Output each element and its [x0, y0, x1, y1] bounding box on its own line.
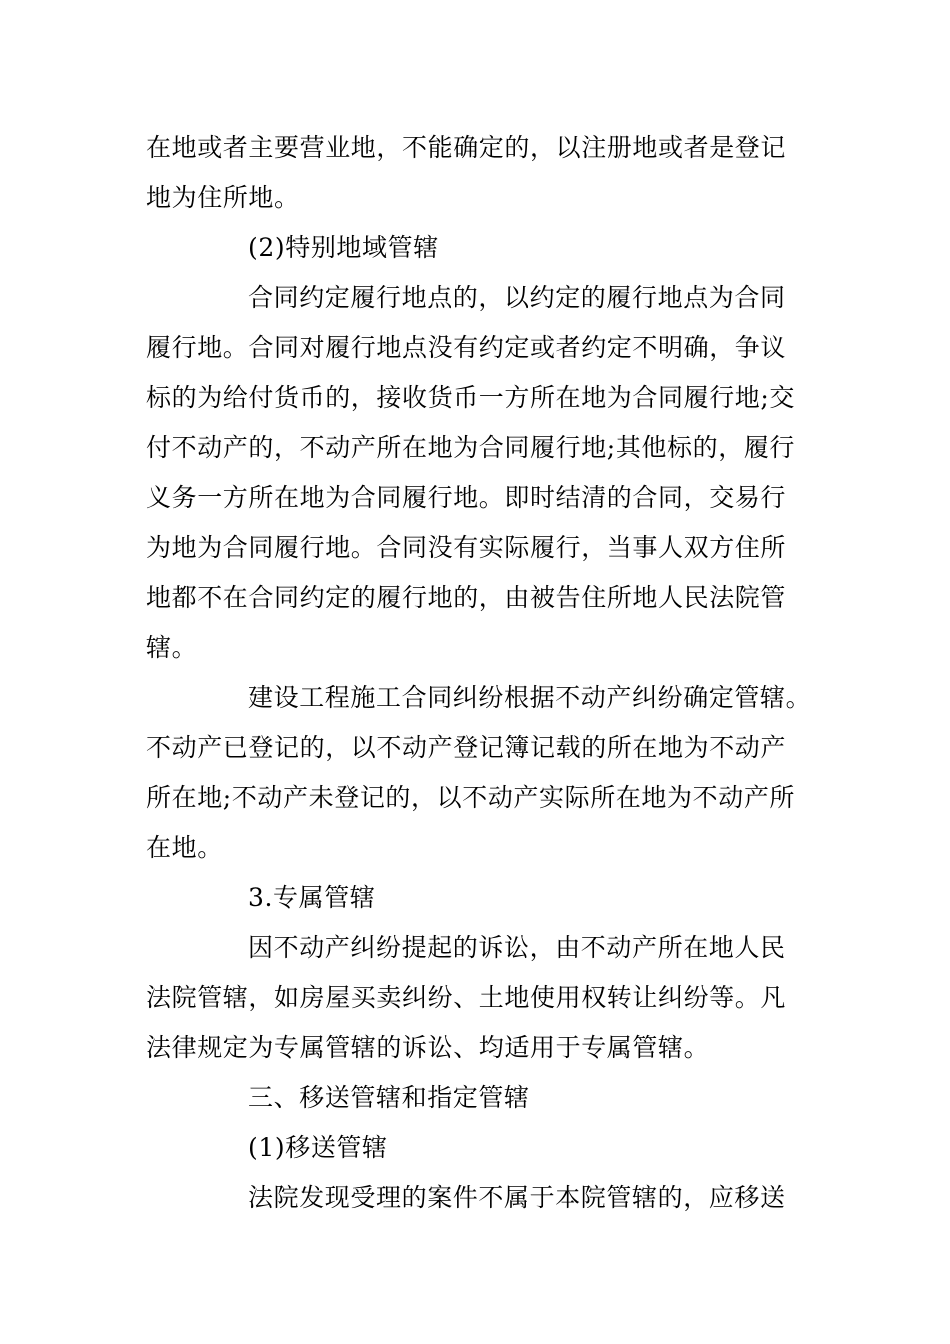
text-line: 所在地;不动产未登记的，以不动产实际所在地为不动产所 — [146, 783, 796, 812]
text-line: 因不动产纠纷提起的诉讼，由不动产所在地人民 — [248, 933, 786, 962]
text-line: 法院管辖，如房屋买卖纠纷、土地使用权转让纠纷等。凡 — [146, 983, 787, 1012]
text-line: 在地或者主要营业地，不能确定的，以注册地或者是登记 — [146, 133, 787, 162]
text-line: 地都不在合同约定的履行地的，由被告住所地人民法院管 — [146, 583, 787, 612]
text-line: 义务一方所在地为合同履行地。即时结清的合同，交易行 — [146, 483, 787, 512]
section-heading: 三、移送管辖和指定管辖 — [248, 1083, 530, 1112]
text-line: 不动产已登记的，以不动产登记簿记载的所在地为不动产 — [146, 733, 787, 762]
text-line: 法院发现受理的案件不属于本院管辖的，应移送 — [248, 1183, 786, 1212]
text-line: 地为住所地。 — [146, 183, 300, 212]
text-line: 付不动产的，不动产所在地为合同履行地;其他标的，履行 — [146, 433, 796, 462]
text-line: 法律规定为专属管辖的诉讼、均适用于专属管辖。 — [146, 1033, 710, 1062]
text-line: 在地。 — [146, 833, 223, 862]
text-line: 履行地。合同对履行地点没有约定或者约定不明确，争议 — [146, 333, 787, 362]
text-line: 建设工程施工合同纠纷根据不动产纠纷确定管辖。 — [248, 683, 812, 712]
section-heading: 3.专属管辖 — [248, 883, 376, 912]
section-heading: (2)特别地域管辖 — [248, 233, 439, 262]
text-line: 为地为合同履行地。合同没有实际履行，当事人双方住所 — [146, 533, 787, 562]
text-line: 合同约定履行地点的，以约定的履行地点为合同 — [248, 283, 786, 312]
text-line: 辖。 — [146, 633, 198, 662]
text-line: 标的为给付货币的，接收货币一方所在地为合同履行地;交 — [146, 383, 796, 412]
section-heading: (1)移送管辖 — [248, 1133, 388, 1162]
